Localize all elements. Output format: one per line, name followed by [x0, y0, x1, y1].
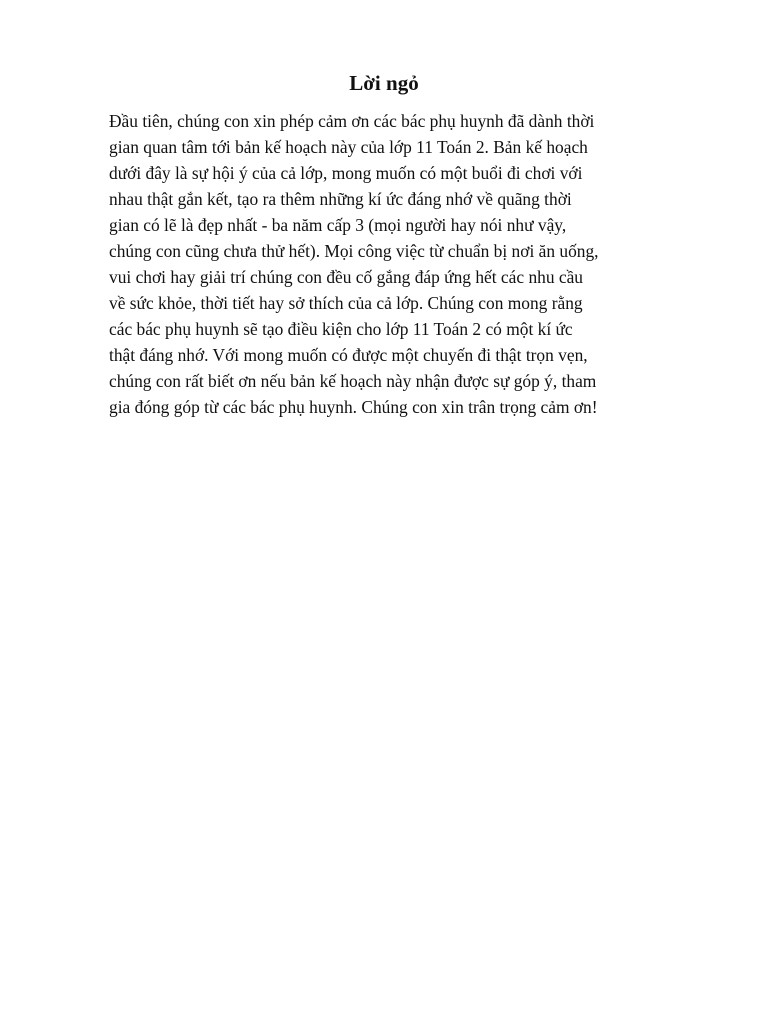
body-line: các bác phụ huynh sẽ tạo điều kiện cho lớp 11 Toán 2 có một kí ức [109, 319, 573, 339]
document-body [109, 108, 699, 420]
body-line: nhau thật gắn kết, tạo ra thêm những kí ức đáng nhớ về quãng thời [109, 189, 572, 209]
body-line: Đầu tiên, chúng con xin phép cảm ơn các bác phụ huynh đã dành thời [109, 111, 595, 131]
body-line: gia đóng góp từ các bác phụ huynh. Chúng con xin trân trọng cảm ơn! [109, 397, 598, 417]
body-line: gian quan tâm tới bản kế hoạch này của lớp 11 Toán 2. Bản kế hoạch [109, 137, 588, 157]
body-line: thật đáng nhớ. Với mong muốn có được một chuyến đi thật trọn vẹn, [109, 345, 588, 365]
body-line: chúng con rất biết ơn nếu bản kế hoạch này nhận được sự góp ý, tham [109, 371, 597, 391]
body-line: vui chơi hay giải trí chúng con đều cố gắng đáp ứng hết các nhu cầu [109, 267, 584, 287]
body-line: chúng con cũng chưa thử hết). Mọi công việc từ chuẩn bị nơi ăn uống, [109, 241, 599, 261]
body-line: gian có lẽ là đẹp nhất - ba năm cấp 3 (mọi người hay nói như vậy, [109, 215, 567, 235]
document-title: Lời ngỏ [349, 71, 419, 95]
body-line: dưới đây là sự hội ý của cả lớp, mong muốn có một buổi đi chơi với [109, 163, 583, 183]
body-line: về sức khỏe, thời tiết hay sở thích của cả lớp. Chúng con mong rằng [109, 293, 583, 313]
